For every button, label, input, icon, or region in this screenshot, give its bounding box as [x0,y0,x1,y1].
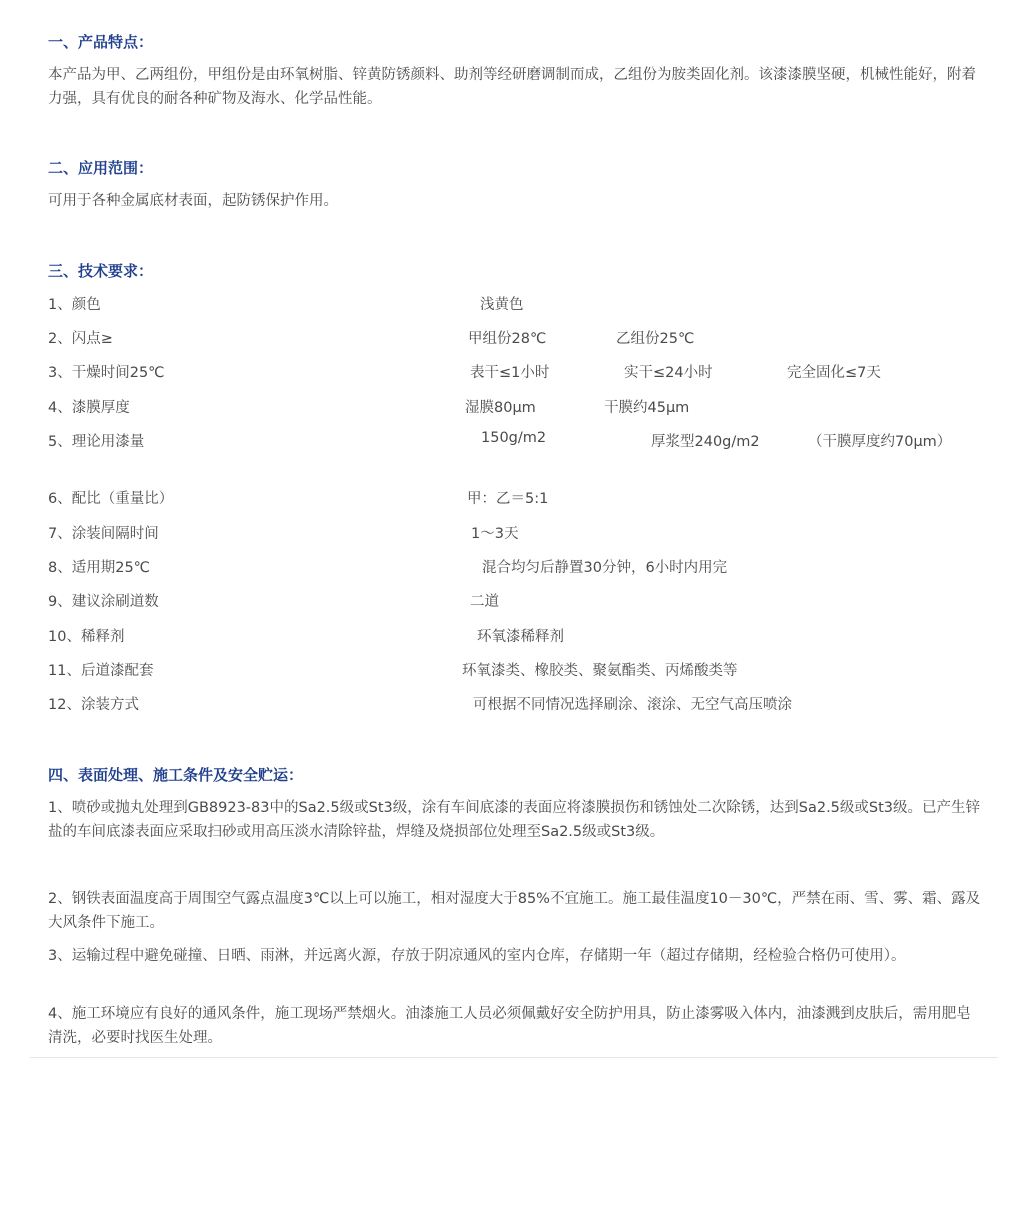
spec-value: 环氧漆类、橡胶类、聚氨酯类、丙烯酸类等 [462,663,738,679]
spec-value: 1～3天 [471,526,519,542]
spec-value: 150g/m2 [481,430,547,446]
spec-label: 7、涂装间隔时间 [48,526,159,542]
spec-row [0,361,1024,385]
spec-value: 干膜约45μm [604,400,690,416]
surface-treatment-item: 4、施工环境应有良好的通风条件，施工现场严禁烟火。油漆施工人员必须佩戴好安全防护用具，防止漆雾吸入体内，油漆溅到皮肤后，需用肥皂清洗，必要时找医生处理。 [48,1006,971,1046]
spec-row [0,293,1024,317]
spec-value: 厚浆型240g/m2 [651,434,760,450]
spec-row [0,659,1024,683]
section-heading-product-features: 一、产品特点： [48,33,154,51]
spec-label: 10、稀释剂 [48,629,125,645]
spec-value: 乙组份25℃ [616,331,695,347]
spec-value: 实干≤24小时 [624,365,713,381]
surface-treatment-item: 3、运输过程中避免碰撞、日晒、雨淋，并远离火源，存放于阴凉通风的室内仓库，存储期一年（超过存储期，经检验合格仍可使用）。 [48,948,906,964]
spec-value: 混合均匀后静置30分钟，6小时内用完 [482,560,728,576]
spec-value: 可根据不同情况选择刷涂、滚涂、无空气高压喷涂 [473,697,792,713]
spec-value: 二道 [470,594,499,610]
spec-label: 5、理论用漆量 [48,434,145,450]
section-heading-surface-treatment: 四、表面处理、施工条件及安全贮运： [48,766,304,784]
spec-value: 完全固化≤7天 [787,365,881,381]
spec-row [0,396,1024,420]
spec-label: 8、适用期25℃ [48,560,150,576]
spec-value: 甲：乙＝5:1 [467,491,549,507]
section-heading-technical-requirements: 三、技术要求： [48,262,154,280]
section-heading-application-scope: 二、应用范围： [48,159,154,177]
spec-value: 环氧漆稀释剂 [477,629,564,645]
spec-row [0,625,1024,649]
bottom-divider [30,1057,998,1058]
spec-value: 甲组份28℃ [468,331,547,347]
spec-row [0,556,1024,580]
spec-label: 3、干燥时间25℃ [48,365,165,381]
surface-treatment-item: 1、喷砂或抛丸处理到GB8923-83中的Sa2.5级或St3级，涂有车间底漆的表面应将漆膜损伤和锈蚀处二次除锈，达到Sa2.5级或St3级。已产生锌盐的车间底漆表面应采取扫砂或用高压淡水清除锌盐，焊缝及烧损部位处理至Sa2.5级或St3级。 [48,800,981,840]
application-scope-text: 可用于各种金属底材表面，起防锈保护作用。 [48,193,338,209]
spec-value: 浅黄色 [480,297,524,313]
surface-treatment-item: 2、钢铁表面温度高于周围空气露点温度3℃以上可以施工，相对湿度大于85%不宜施工。施工最佳温度10－30℃，严禁在雨、雪、雾、霜、露及大风条件下施工。 [48,891,981,931]
spec-label: 12、涂装方式 [48,697,139,713]
product-features-text: 本产品为甲、乙两组份，甲组份是由环氧树脂、锌黄防锈颜料、助剂等经研磨调制而成，乙组份为胺类固化剂。该漆漆膜坚硬，机械性能好，附着力强，具有优良的耐各种矿物及海水、化学品性能。 [48,67,976,107]
spec-value: 湿膜80μm [465,400,536,416]
spec-label: 6、配比（重量比） [48,491,174,507]
spec-row [0,522,1024,546]
spec-row [0,327,1024,351]
spec-value: （干膜厚度约70μm） [808,434,952,450]
spec-label: 9、建议涂刷道数 [48,594,159,610]
spec-label: 1、颜色 [48,297,101,313]
spec-row [0,430,1024,454]
spec-row [0,487,1024,511]
spec-label: 11、后道漆配套 [48,663,154,679]
spec-label: 4、漆膜厚度 [48,400,130,416]
spec-label: 2、闪点≥ [48,331,113,347]
spec-row [0,590,1024,614]
spec-value: 表干≤1小时 [470,365,550,381]
spec-row [0,693,1024,717]
